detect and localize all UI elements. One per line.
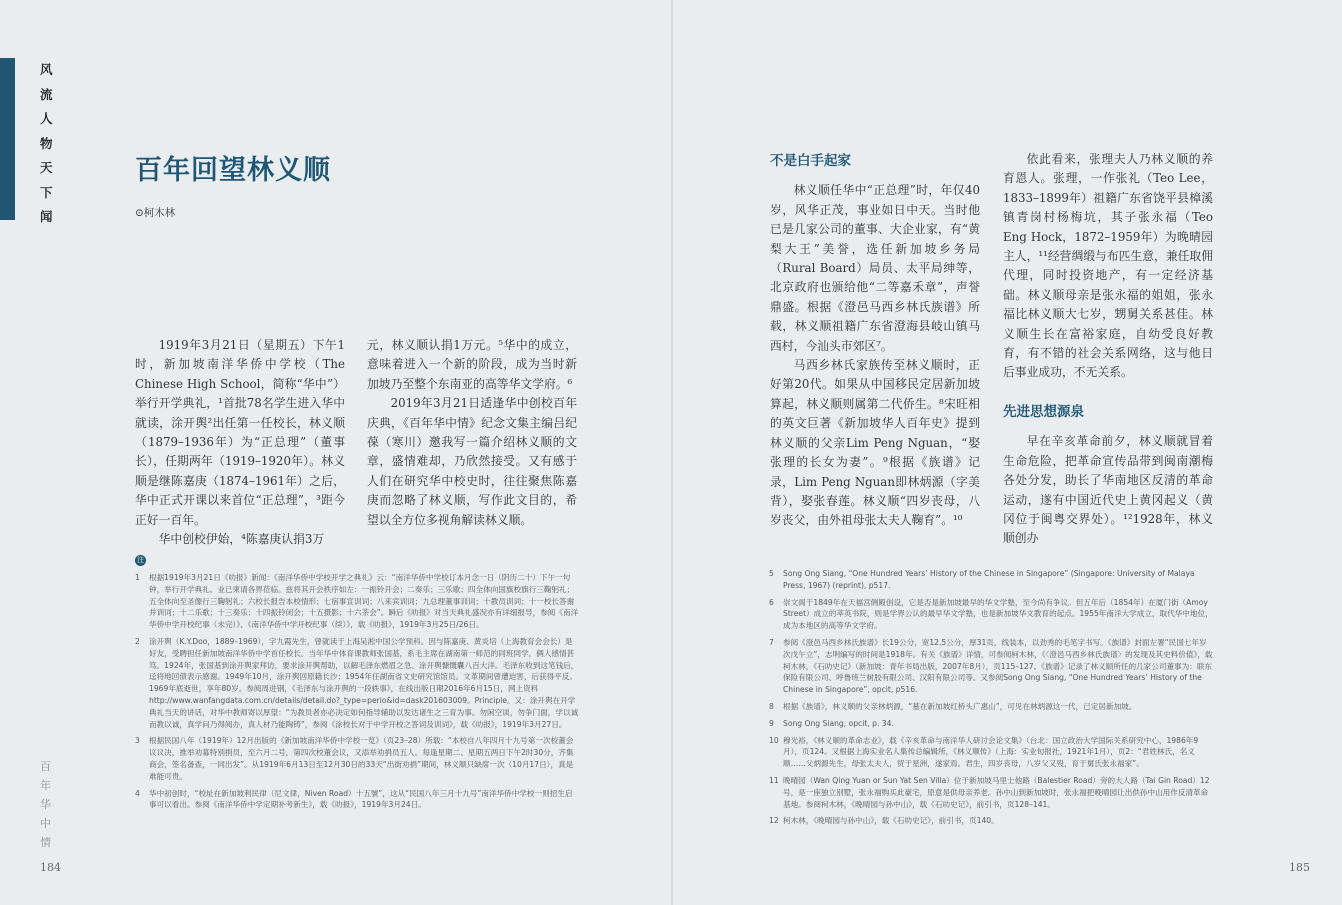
- book-title-vertical: [40, 757, 56, 852]
- footnote: [769, 637, 1214, 696]
- footnote: [769, 701, 1214, 713]
- footnote-number: 2: [135, 636, 140, 646]
- footnote-text: Song Ong Siang, “One Hundred Years’ History of the Chinese in Singapore” (Singapore: University of Malaya Press, 1967) (reprint), p517.: [783, 569, 1195, 590]
- footnote: [135, 788, 580, 812]
- book-title-char: 中: [40, 817, 51, 830]
- footnote-text: 穆光裕，《林义顺的革命志业》，载《辛亥革命与南洋华人研讨会论文集》（台北：国立政治大学国际关系研究中心，1986年9月），页124。又根据上海实业名人集传总编辑所，《林义顺传》（上海：实业旬报社，1921年1月），页2：“君姓林氏，名义顺……父炳源先生，母张太夫人，贸于星洲，遂家焉。君生，四岁丧母，八岁父又殁，育于舅氏张永福家”。: [783, 735, 1199, 769]
- footnote-text: 根据1919年3月21日《叻报》新闻：《南洋华侨中学校开学之典礼》云：“南洋华侨中学校订本月念一日（阴历二十）下午一句钟，举行开学典礼。业已柬请各界莅临。兹将其开会秩序如左：一振铃开会；二奏乐；三乐歌；四全体向国旗校旗行三鞠躬礼；五全体向至圣像行三鞠躬礼；六校长报告本校情形；七宿事宣训词；八来宾训词；九总理董事训词；十教员训词；十一校长答谢并训词；十二乐歌；十三奏乐；十四振铃闭会；十五摄影；十六茶会”。瞬后《叻报》对当天典礼盛况亦有详细报导，参阅《南洋华侨中学开校纪事（未完）》、《南洋华侨中学开校纪事（续）》，载《叻报》，1919年3月25日/26日。: [149, 573, 579, 630]
- footnote-number: 3: [135, 736, 140, 746]
- body-column-2: [367, 336, 577, 530]
- footnote-text: 根据民国八年（1919年）12月出版的《新加坡南洋华侨中学校一览》（页23–28）所载：“本校自八年四月十九号第一次校董会议议决，推举劝募特别捐员，至六月二号，第四次校董会议，又添举劝捐员五人。每逢星期二、星期五两日下午2时30分，齐集商会，签名备查，一同出发”。从1919年6月13日至12月30日的33天“出街劝捐”期间，林义顺只缺席一次（10月17日），真是难能可贵。: [149, 736, 574, 781]
- footnote: [769, 735, 1214, 770]
- footnote-text: 柯木林，《晚晴园与孙中山》，载《石叻史记》，前引书，页140。: [783, 816, 999, 826]
- paragraph: 华中创校伊始，⁴陈嘉庚认捐3万: [158, 532, 325, 547]
- footnote-text: Song Ong Siang, opcit, p. 34.: [783, 718, 894, 728]
- footnote: [135, 735, 580, 782]
- footnote-text: 参阅《澄邑马西乡林氏族谱》长19公分，宽12.5公分，厚31页，线装本，以劲秀的毛笔字书写。《族谱》封面左署“民国七年岁次戊午立”，志明编写的时间是1918年。有关《族谱》详情，可参阅柯木林，《〈澄邑马西乡林氏族谱〉的发现及其史料价值》，载柯木林，《石叻史记》（新加坡：青年书局出版，2007年8月），页115–127。《族谱》记录了林义顺所任的几家公司董事为：联东保险有限公司、呼鲁班兰树胶有限公司、汉阳有限公司等。又参阅Song Ong Siang, “One Hundred Years’ History of the Chinese in Singapore”, opcit, p516.: [783, 637, 1213, 695]
- section-title-char: 闻: [40, 209, 53, 224]
- footnotes-right: [769, 568, 1214, 832]
- book-title-char: 年: [40, 779, 51, 792]
- paragraph: 1919年3月21日（星期五）下午1时，新加坡南洋华侨中学校（The Chinese High School，简称“华中”）举行开学典礼，¹首批78名学生进入华中就读，涂开舆²出任第一任校长，林义顺（1879–1936年）为“正总理”（董事长），任期两年（1919–1920年）。林义顺是继陈嘉庚（1874–1961年）之后，华中正式开课以来首位“正总理”，³距今正好一百年。: [135, 338, 345, 527]
- page-number-right: 185: [1289, 861, 1310, 874]
- section-title-char: 风: [40, 62, 53, 77]
- footnote-text: 根据《族谱》，林义顺的父亲林炳源，“墓在新加坡红桥头广惠山”，可见在林炳源这一代，已定居新加坡。: [783, 701, 1137, 711]
- body-column-3: [770, 152, 980, 531]
- section-title-char: 流: [40, 86, 53, 102]
- footnote: [135, 636, 580, 730]
- section-title-char: 物: [40, 135, 53, 151]
- footnote: [769, 568, 1214, 592]
- section-title-char: 人: [40, 111, 53, 126]
- right-page: [673, 0, 1342, 905]
- book-title-char: 百: [40, 760, 51, 773]
- section-title-vertical: [40, 58, 56, 230]
- body-column-4: [1003, 150, 1213, 549]
- paragraph: 早在辛亥革命前夕，林义顺就冒着生命危险，把革命宣传品带到闽南潮梅各处分发，助长了华南地区反清的革命运动，遂有中国近代史上黄冈起义（黄冈位于闽粤交界处）。¹²1928年，林义顺创办: [1003, 434, 1213, 546]
- footnote-text: 崇文阁于1849年在天福宫侧殿创设，它是否是新加坡最早的华文学塾，至今尚有争议。但五年后（1854年）在厦门街（Amoy Street）成立的萃英书院，则是学界公认的最早华文学塾，也是新加坡华文教育的起点。1955年南洋大学成立，取代华中地位，成为本地区的高等华文学府。: [783, 597, 1213, 631]
- footnote: [769, 718, 1214, 730]
- page-number-left: 184: [40, 861, 61, 874]
- paragraph: 元，林义顺认捐1万元。⁵华中的成立，意味着进入一个新的阶段，成为当时新加坡乃至整个东南亚的高等华文学府。⁶: [367, 338, 577, 391]
- footnote-text: 华中初创时，“校址在新加坡利民律（尼文律，Niven Road）十五號”，这从“民国八年三月十九号”南洋华侨中学校一则招生启事可以看出。参阅《南洋华侨中学定期补考新生》，载《叻报》，1919年3月24日。: [149, 788, 573, 810]
- article-author: ⊙柯木林: [135, 207, 176, 219]
- paragraph: 依此看来，张理夫人乃林义顺的养育恩人。张理，一作张礼（Teo Lee，1833–1899年）祖籍广东省饶平县樟溪镇青岗村杨梅坑，其子张永福（Teo Eng Hock，1872–1959年）为晚晴园主人，¹¹经营绸缎与布匹生意，兼任取佣代理，同时投资地产，有一定经济基础。林义顺母亲是张永福的姐姐，张永福比林义顺大七岁，甥舅关系甚佳。林义顺生长在富裕家庭，自幼受良好教育，有不错的社会关系网络，这与他日后事业成功，不无关系。: [1003, 152, 1214, 380]
- paragraph: 马西乡林氏家族传至林义顺时，正好第20代。如果从中国移民定居新加坡算起，林义顺则属第二代侨生。⁸宋旺相的英文巨著《新加坡华人百年史》提到林义顺的父亲Lim Peng Nguan，“娶张理的长女为妻”。⁹根据《族谱》记录，Lim Peng Nguan即林炳源（字美背），娶张春莲。林义顺“四岁丧母，八岁丧父，由外祖母张太夫人鞠育”。¹⁰: [770, 358, 980, 528]
- section-title-char: 下: [40, 184, 53, 200]
- paragraph: 林义顺任华中“正总理”时，年仅40岁，风华正茂，事业如日中天。当时他已是几家公司的董事、大企业家，有“黄梨大王”美誉，选任新加坡乡务局（Rural Board）局员、太平局绅等，北京政府也颁给他“二等嘉禾章”，声誉鼎盛。根据《澄邑马西乡林氏族谱》所载，林义顺祖籍广东省澄海县岐山镇马西村，今汕头市郊区⁷。: [770, 183, 980, 353]
- footnote-number: 11: [769, 775, 779, 785]
- notes-badge-icon: 注: [137, 556, 144, 564]
- footnote: [769, 597, 1214, 632]
- footnote-number: 10: [769, 735, 779, 745]
- footnote: [135, 572, 580, 631]
- footnote: [769, 775, 1214, 810]
- footnote: [769, 815, 1214, 827]
- footnote-text: 晚晴园（Wan Qing Yuan or Sun Yat Sen Villa）位于新加坡马里士他路（Balestier Road）旁的大人路（Tai Gin Road）12号，是一座独立别墅，张永福购买此豪宅，原意是供母亲养老。孙中山到新加坡时，张永福把晚晴园让出供孙中山用作反清革命基地。参阅柯木林，《晚晴园与孙中山》，载《石叻史记》，前引书，页128–141。: [783, 775, 1210, 809]
- footnote-number: 4: [135, 788, 140, 798]
- section-tab-bar: [0, 58, 15, 220]
- footnote-number: 5: [769, 569, 774, 578]
- body-column-1: [135, 336, 345, 549]
- section-title-char: 天: [40, 160, 53, 175]
- footnotes-left: [135, 572, 580, 816]
- footnote-number: 1: [135, 573, 140, 582]
- paragraph: 2019年3月21日适逢华中创校百年庆典，《百年华中情》纪念文集主编吕纪葆（寒川）邀我写一篇介绍林义顺的文章，盛情难却，乃欣然接受。又有感于人们在研究华中校史时，往往聚焦陈嘉庚而忽略了林义顺，写作此文目的，希望以全方位多视角解读林义顺。: [367, 396, 577, 527]
- section-heading: 不是白手起家: [770, 153, 851, 169]
- footnote-number: 7: [769, 637, 774, 647]
- footnote-text: 涂开舆（K.Y.Doo，1889–1969），字九霞先生，曾就读于上海吴淞中国公学预科。因与陈嘉庚、黄炎培（上海教育会会长）是好友，受聘担任新加坡南洋华侨中学首任校长。当年华中体育课教师张国基，系毛主席在湖南第一师范的同班同学，俩人感情甚笃。1924年，张国基到涂开舆家拜访，要求涂开舆帮助，以解毛泽东燃眉之急。涂开舆慷慨囊八百大洋。毛泽东收到这笔钱后，迳将地回债表示感谢。1949年10月，涂开舆回原籍长沙；1954年任湖南省文史研究馆馆员。文革期间曾遭迫害，后获得平反。1969年底逝世，享年80岁。参阅周进钢，《毛泽东与涂开舆的一段轶事》，在线出版日期2016年6月15日，网上资料http://www.wanfangdata.com.cn/details/detail.do?_type=perio&id=dask201603009。Principle。又：涂开舆在开学典礼当天的讲话，对华中教师寄以厚望：“为教员者亦必决定如何指导辅助以发达诸生之三育为事。勿闲空谈，勿争门面，学以诚而教以诚，真学问乃得阅办，真人材乃能陶铸”，参阅《涂校长对于中学开校之答词及训词》，载《叻报》，1919年3月27日。: [149, 636, 579, 729]
- article-title: 百年回望林义顺: [135, 155, 331, 186]
- book-title-char: 华: [40, 798, 51, 811]
- footnote-number: 6: [769, 597, 774, 607]
- footnote-number: 12: [769, 816, 779, 826]
- book-title-char: 情: [40, 836, 51, 849]
- footnote-number: 9: [769, 718, 774, 728]
- section-heading: 先进思想源泉: [1003, 403, 1084, 420]
- footnote-number: 8: [769, 701, 774, 711]
